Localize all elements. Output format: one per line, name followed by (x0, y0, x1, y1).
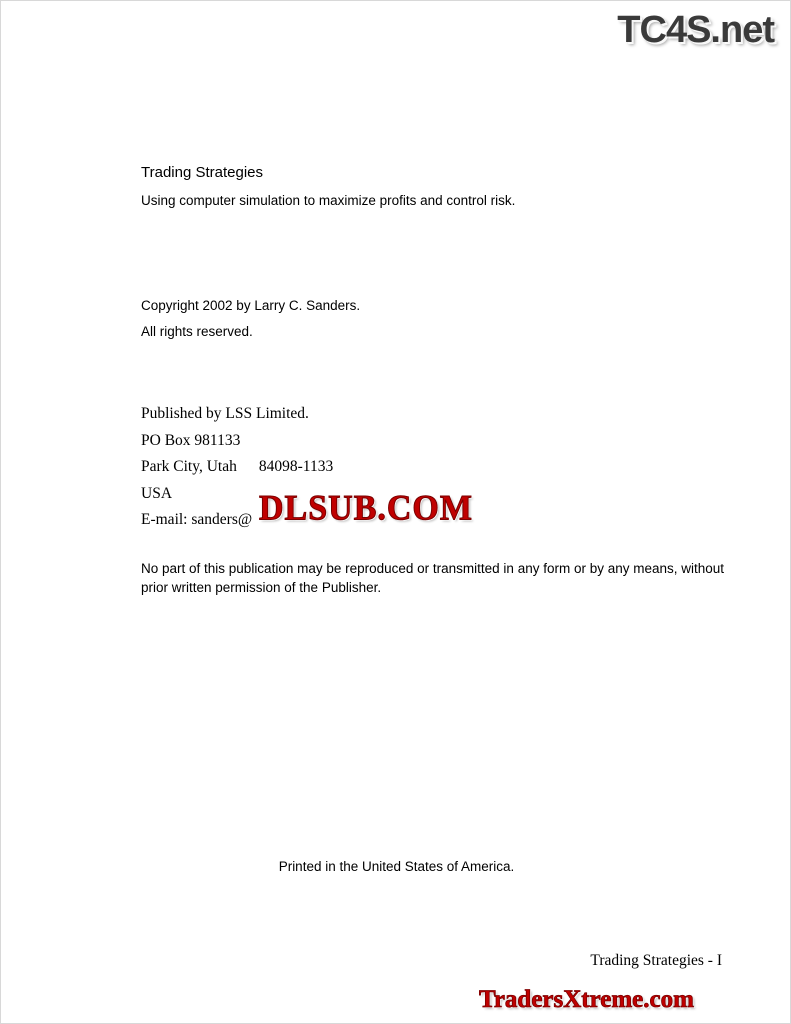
rights-reserved-notice: All rights reserved. (141, 324, 253, 339)
publisher-email: E-mail: sanders@ (141, 511, 253, 528)
publisher-city-state-zip (141, 454, 333, 481)
page-subtitle: Using computer simulation to maximize profits and control risk. (141, 193, 516, 208)
page-title: Trading Strategies (141, 164, 264, 181)
publisher-po-box: PO Box 981133 (141, 431, 241, 449)
publisher-name: Published by LSS Limited. (141, 405, 309, 422)
watermark-tradersxtreme: TradersXtreme.com (479, 986, 694, 1013)
publisher-city-state: Park City, Utah (141, 458, 237, 475)
watermark-dlsub: DLSUB.COM (259, 489, 473, 528)
footer-page-reference: Trading Strategies - I (590, 952, 722, 969)
printed-in-line: Printed in the United States of America. (278, 859, 515, 874)
watermark-tc4s: TC4S.net (617, 9, 774, 51)
reproduction-notice: No part of this publication may be reproduced or transmitted in any form or by any means, without prior written permission of the Publisher. (141, 561, 725, 595)
publisher-country: USA (141, 484, 173, 502)
copyright-notice: Copyright 2002 by Larry C. Sanders. (141, 298, 361, 313)
publisher-zip: 84098-1133 (258, 458, 334, 475)
